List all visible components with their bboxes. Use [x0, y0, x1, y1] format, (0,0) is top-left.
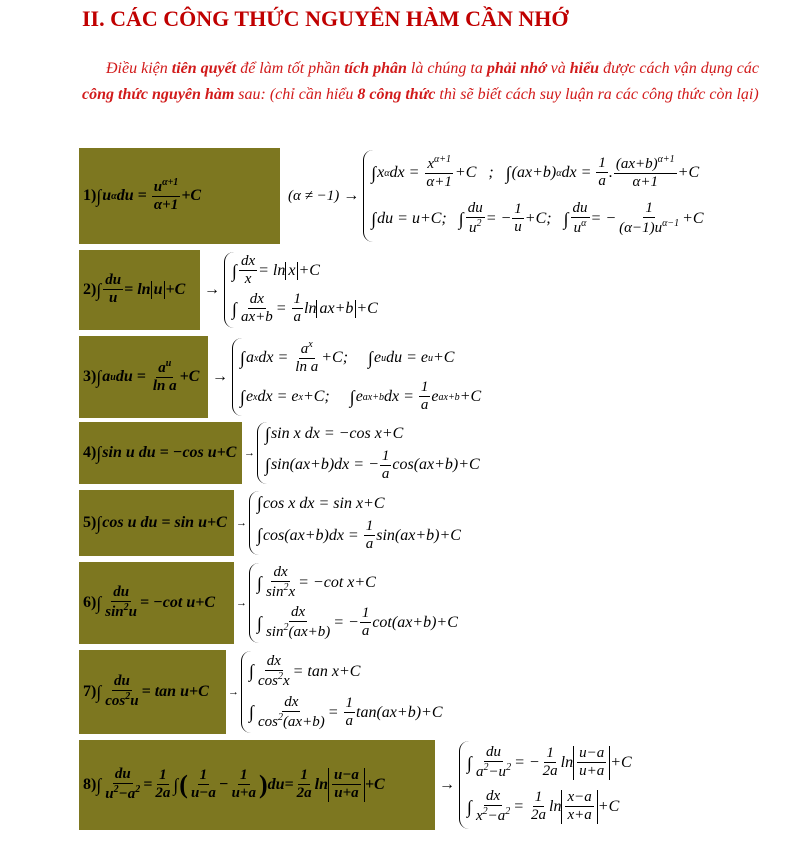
formula-3-box: 3) ∫ a u du = $a^u$ ln a +C — [79, 336, 208, 418]
formula-3: 3) ∫ a u du = $a^u$ ln a +C → ∫ a x dx = $a^x$ ln a +C; ∫ e u du = e u +C ∫ e x dx = e x +C; ∫ e ax+b dx = 1 a e ax+b +C — [79, 336, 481, 418]
section-heading: II. CÁC CÔNG THỨC NGUYÊN HÀM CẦN NHỚ — [82, 6, 569, 31]
formula-7: 7) ∫ du $\cos^2u$ = tan u+C → ∫ dx $\cos^2x$ = tan x+C ∫ dx $\cos^2(ax+b)$ = 1 a tan(ax+b)+C — [79, 650, 442, 734]
formula-7-cases: ∫ dx $\cos^2x$ = tan x+C ∫ dx $\cos^2(ax+b)$ = 1 a tan(ax+b)+C — [241, 651, 442, 733]
formula-6: 6) ∫ du $\sin^2u$ = −cot u+C → ∫ dx $\sin^2x$ = −cot x+C ∫ dx $\sin^2(ax+b)$ = − 1 a cot(ax+b)+C — [79, 562, 458, 644]
formula-8-cases: ∫ du $a^2-u^2$ = − 1 2a ln $\frac{u-a}{u+a}$ +C ∫ dx $x^2-a^2$ = 1 2a ln $\frac{x-a}{x+a}$ +C — [459, 741, 632, 829]
formula-5-box: 5) ∫ cos u du = sin u+C — [79, 490, 234, 556]
formula-4: 4) ∫ sin u du = −cos u+C → ∫ sin x dx = −cos x+C ∫ sin(ax+b)dx = − 1 a cos(ax+b)+C — [79, 422, 480, 484]
formula-2-cases: ∫ dx x = ln x +C ∫ dx ax+b = 1 a ln ax+b +C — [224, 252, 378, 328]
intro-paragraph: Điều kiện tiên quyết để làm tốt phần tích phân là chúng ta phải nhớ và hiểu được cách vận dụng các công thức nguyên hàm sau: (chỉ cần hiểu 8 công thức thì sẽ biết cách suy luận ra các công thức còn lại) — [82, 60, 759, 103]
formula-8: 8) ∫ du $u^2-a^2$ = 1 2a ∫ ( 1 u−a − 1 u+a ) du= 1 2a ln $\frac{u-a}{u+a}$ +C → ∫ du $a^2-u^2$ = − 1 2a ln $\frac{u-a}{u+a}$ +C ∫ dx $x^2-a^2$ = 1 2a ln $\frac{x-a}{x+a}$ +C — [79, 740, 632, 830]
formula-6-box: 6) ∫ du $\sin^2u$ = −cot u+C — [79, 562, 234, 644]
formula-1-cases: ∫ x α dx = $x^{\alpha+1}$ α+1 +C ; ∫ (ax+b) α dx = 1 a . $(ax+b)^{\alpha+1}$ α+1 +C ∫ du = u+C; ∫ du $u^2$ = − 1 u +C; ∫ du $u^\alpha$ = − 1 $(\alpha-1)u^{\alpha-1}$ +C — [363, 150, 703, 242]
formula-2: 2) ∫ du u = ln u +C → ∫ dx x = ln x +C ∫ dx ax+b = 1 a ln ax+b +C — [79, 250, 378, 330]
formula-6-cases: ∫ dx $\sin^2x$ = −cot x+C ∫ dx $\sin^2(ax+b)$ = − 1 a cot(ax+b)+C — [249, 563, 458, 643]
formula-8-box: 8) ∫ du $u^2-a^2$ = 1 2a ∫ ( 1 u−a − 1 u+a ) du= 1 2a ln $\frac{u-a}{u+a}$ +C — [79, 740, 435, 830]
formula-7-box: 7) ∫ du $\cos^2u$ = tan u+C — [79, 650, 226, 734]
formula-3-cases: ∫ a x dx = $a^x$ ln a +C; ∫ e u du = e u +C ∫ e x dx = e x +C; ∫ e ax+b dx = 1 a e ax+b +C — [232, 338, 481, 416]
formula-4-cases: ∫ sin x dx = −cos x+C ∫ sin(ax+b)dx = − 1 a cos(ax+b)+C — [257, 422, 480, 484]
formula-1-box: 1) ∫ u α du = $u^{\alpha+1}$ α+1 +C — [79, 148, 280, 244]
formula-1: 1) ∫ u α du = $u^{\alpha+1}$ α+1 +C (α ≠ −1) → ∫ x α dx = $x^{\alpha+1}$ α+1 +C ; ∫ (ax+b) α dx = 1 a . $(ax+b)^{\alpha+1}$ α+1 +C ∫ du = u+C; ∫ du $u^2$ = − 1 u +C; ∫ du $u^\alpha$ = − 1 $(\alpha-1)u^{\alpha-1}$ +C — [79, 148, 704, 244]
formula-5-cases: ∫ cos x dx = sin x+C ∫ cos(ax+b)dx = 1 a sin(ax+b)+C — [249, 491, 461, 555]
formula-5: 5) ∫ cos u du = sin u+C → ∫ cos x dx = sin x+C ∫ cos(ax+b)dx = 1 a sin(ax+b)+C — [79, 490, 461, 556]
formula-4-box: 4) ∫ sin u du = −cos u+C — [79, 422, 242, 484]
formula-2-box: 2) ∫ du u = ln u +C — [79, 250, 200, 330]
